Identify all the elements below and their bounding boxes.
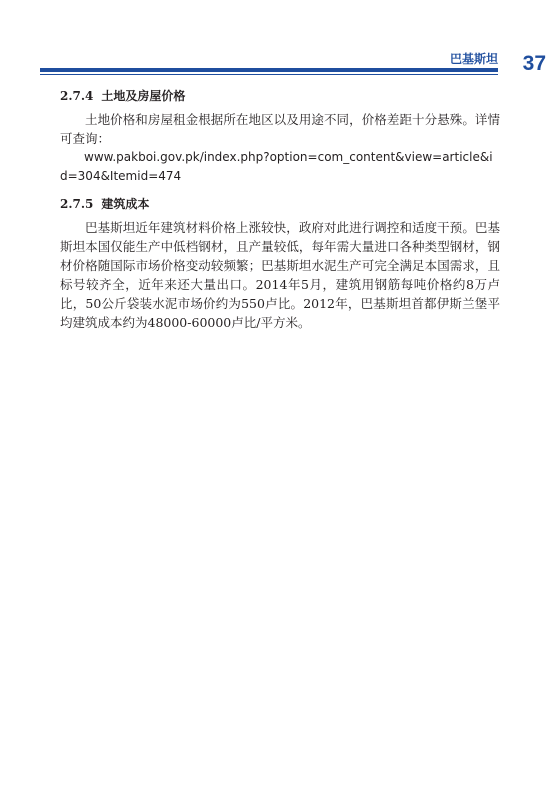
section-title: 建筑成本 xyxy=(101,197,150,211)
section-paragraph: 巴基斯坦近年建筑材料价格上涨较快，政府对此进行调控和适度干预。巴基斯坦本国仅能生产中低档钢材，且产量较低，每年需大量进口各种类型钢材，钢材价格随国际市场价格变动较频繁；巴基斯坦水泥生产可完全满足本国需求，且标号较齐全，近年来还大量出口。2014年5月，建筑用钢筋每吨价格约8万卢比，50公斤袋装水泥市场价约为550卢比。2012年，巴基斯坦首都伊斯兰堡平均建筑成本约为48000-60000卢比/平方米。 xyxy=(60,220,500,330)
page-number: 37 xyxy=(522,52,546,75)
header-rule-thin xyxy=(40,74,498,75)
header-rule-thick xyxy=(40,68,498,72)
section-paragraph: 土地价格和房屋租金根据所在地区以及用途不同，价格差距十分悬殊。详情可查询： xyxy=(60,112,500,146)
section-heading xyxy=(60,194,500,214)
running-header xyxy=(40,46,546,84)
section-title: 土地及房屋价格 xyxy=(101,89,186,103)
section-2-7-4 xyxy=(60,86,500,186)
section-heading xyxy=(60,86,500,106)
page-content xyxy=(60,86,500,332)
section-number: 2.7.4 xyxy=(60,89,94,103)
section-number: 2.7.5 xyxy=(60,197,94,211)
header-country-title: 巴基斯坦 xyxy=(449,52,498,66)
reference-url: www.pakboi.gov.pk/index.php?option=com_content&view=article&id=304&Itemid=474 xyxy=(60,150,493,183)
section-2-7-5 xyxy=(60,194,500,332)
